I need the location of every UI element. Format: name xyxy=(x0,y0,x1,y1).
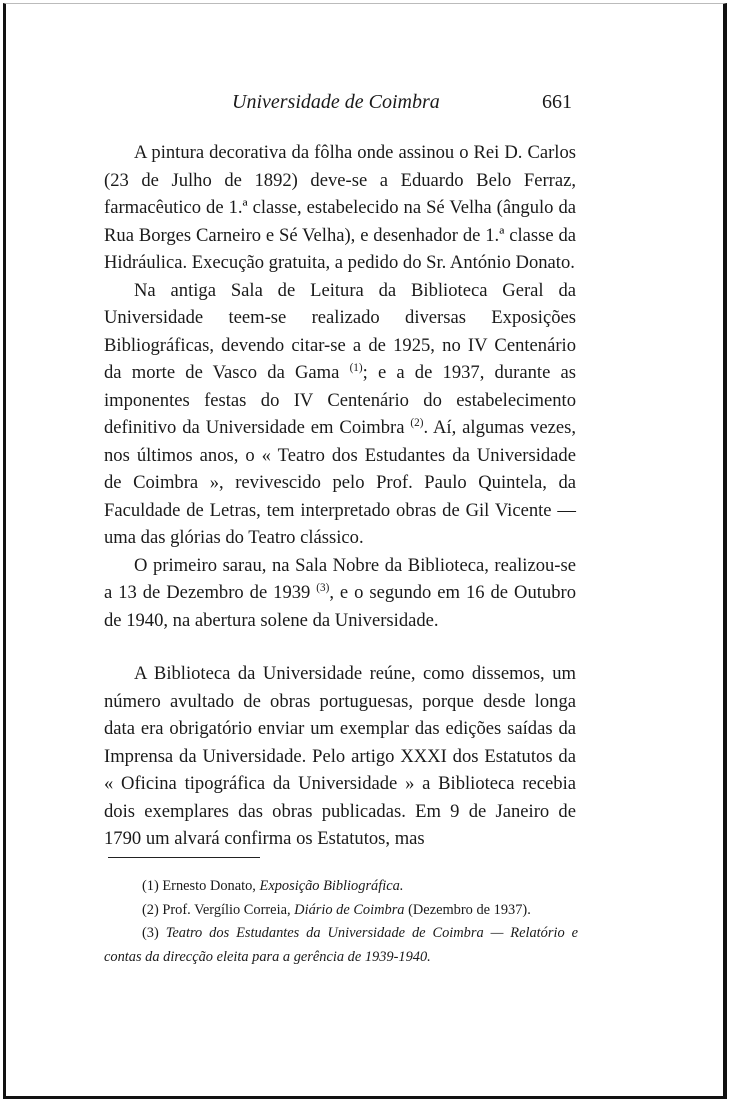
body-text xyxy=(104,139,576,853)
footnote-rule xyxy=(108,857,260,858)
page-number: 661 xyxy=(542,91,572,113)
footnotes xyxy=(104,875,578,969)
paragraph-3: O primeiro sarau, na Sala Nobre da Biblioteca, realizou-se a 13 de Dezembro de 1939 $^{(3)}$, e o segundo em 16 de Outubro de 1940, na abertura solene da Universidade. xyxy=(104,554,576,631)
footnote-ref-3[interactable]: (3) xyxy=(316,581,330,594)
paragraph-2: Na antiga Sala de Leitura da Biblioteca Geral da Universidade teem-se realizado diversas Exposições Bibliográficas, devendo citar-se a de 1925, no IV Centenário da morte de Vasco da Gama $^{(1)}$; e a de 1937, durante as imponentes festas do IV Centenário do estabelecimento definitivo da Universidade em Coimbra $^{(2)}$. Aí, algumas vezes, nos últimos anos, o « Teatro dos Estudantes da Universidade de Coimbra », revivescido pelo Prof. Paulo Quintela, da Faculdade de Letras, tem interpretado obras de Gil Vicente — uma das glórias do Teatro clássico. xyxy=(104,279,576,548)
page-header xyxy=(104,91,572,115)
footnote-2: (2) Prof. Vergílio Correia, Diário de Coimbra (Dezembro de 1937). xyxy=(142,901,531,918)
running-title: Universidade de Coimbra xyxy=(232,91,440,113)
section-gap xyxy=(104,634,576,660)
paragraph-1: A pintura decorativa da fôlha onde assinou o Rei D. Carlos (23 de Julho de 1892) deve-se a Eduardo Belo Ferraz, farmacêutico de 1.ª classe, estabelecido na Sé Velha (ângulo da Rua Borges Carneiro e Sé Velha), e desenhador de 1.ª classe da Hidráulica. Execução gratuita, a pedido do Sr. António Donato. xyxy=(104,142,576,273)
footnote-ref-2[interactable]: (2) xyxy=(410,416,424,429)
paragraph-4: A Biblioteca da Universidade reúne, como dissemos, um número avultado de obras portuguesas, porque desde longa data era obrigatório enviar um exemplar das edições saídas da Imprensa da Universidade. Pelo artigo XXXI dos Estatutos da « Oficina tipográfica da Universidade » a Biblioteca recebia dois exemplares das obras publicadas. Em 9 de Janeiro de 1790 um alvará confirma os Estatutos, mas xyxy=(104,663,576,849)
footnote-3: (3) Teatro dos Estudantes da Universidade de Coimbra — Relatório e contas da direcção eleita para a gerência de 1939-1940. xyxy=(104,925,578,965)
footnote-ref-1[interactable]: (1) xyxy=(349,361,363,374)
footnote-1: (1) Ernesto Donato, Exposição Bibliográfica. xyxy=(142,878,404,894)
